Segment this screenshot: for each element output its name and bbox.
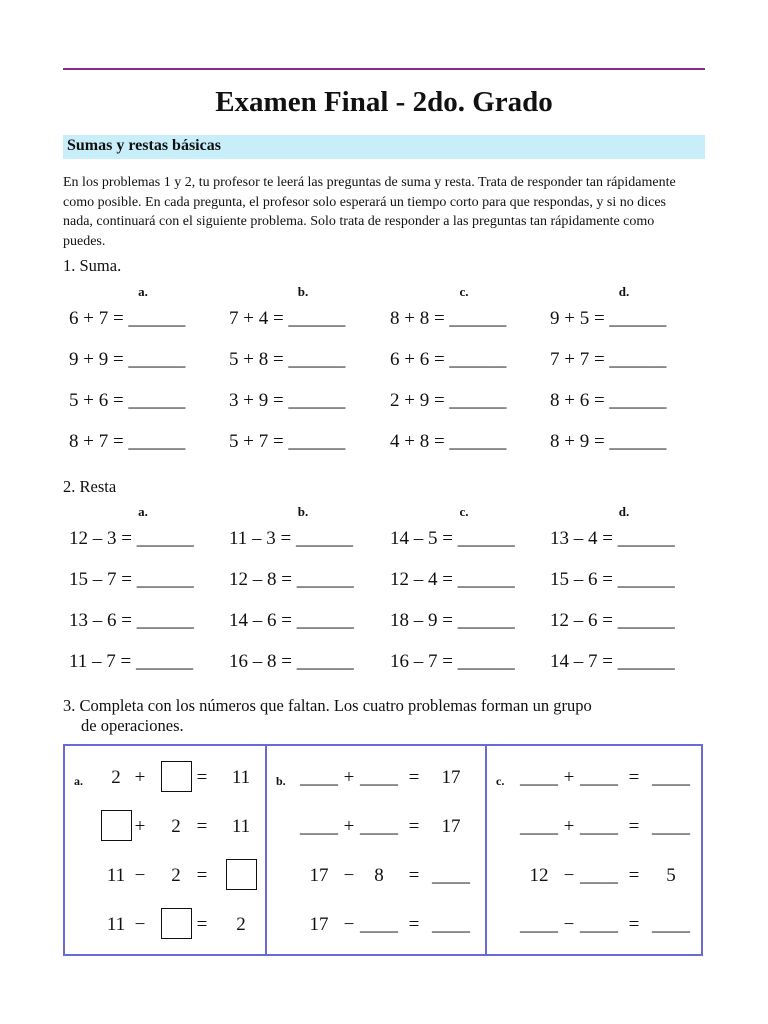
problem-cell[interactable]: 2 + 9 = ______ [390, 390, 507, 411]
equation-term: + [343, 767, 355, 788]
problem-cell[interactable]: 15 – 6 = ______ [550, 569, 675, 590]
section-header [63, 135, 705, 159]
equation-term: = [408, 816, 420, 837]
equation-term: + [134, 767, 146, 788]
equation-row [267, 761, 485, 795]
question-2-title: 2. Resta [63, 477, 117, 496]
equation-row [65, 761, 265, 795]
problem-cell[interactable]: 14 – 6 = ______ [229, 610, 354, 631]
question-1-title: 1. Suma. [63, 256, 122, 275]
equation-term: = [196, 767, 208, 788]
column-header: b. [297, 284, 309, 299]
equation-term: = [628, 914, 640, 935]
equation-row [487, 761, 703, 795]
equation-term: 2 [171, 816, 181, 837]
problem-cell[interactable]: 7 + 7 = ______ [550, 349, 667, 370]
fact-family-table [63, 744, 703, 956]
problem-row [63, 610, 705, 640]
equation-row [65, 810, 265, 844]
problem-cell[interactable]: 5 + 8 = ______ [229, 349, 346, 370]
answer-blank[interactable]: ____ [520, 767, 558, 788]
equation-term: − [563, 865, 575, 886]
column-header: c. [459, 284, 469, 299]
problem-cell[interactable]: 9 + 5 = ______ [550, 308, 667, 329]
question-3-title [63, 696, 592, 736]
answer-blank[interactable]: ____ [300, 816, 338, 837]
equation-term: = [408, 865, 420, 886]
equation-term: − [134, 914, 146, 935]
column-header: c. [459, 504, 469, 519]
column-header: d. [618, 284, 630, 299]
problem-cell[interactable]: 16 – 8 = ______ [229, 651, 354, 672]
column-header: d. [618, 504, 630, 519]
problem-cell[interactable]: 18 – 9 = ______ [390, 610, 515, 631]
column-header: a. [138, 504, 148, 519]
equation-term: 2 [171, 865, 181, 886]
equation-term: 11 [106, 914, 126, 935]
problem-cell[interactable]: 8 + 7 = ______ [69, 431, 186, 452]
answer-blank[interactable]: ____ [652, 767, 690, 788]
answer-box[interactable] [161, 908, 192, 939]
answer-blank[interactable]: ____ [520, 816, 558, 837]
answer-blank[interactable]: ____ [520, 914, 558, 935]
panel-label: a. [74, 774, 83, 788]
equation-term: 5 [666, 865, 676, 886]
equation-term: = [196, 914, 208, 935]
problem-row [63, 349, 705, 379]
panel-label: b. [276, 774, 286, 788]
equation-term: − [343, 865, 355, 886]
answer-blank[interactable]: ____ [652, 914, 690, 935]
fact-family-panel [487, 746, 703, 954]
problem-cell[interactable]: 11 – 3 = ______ [229, 528, 354, 549]
equation-term: 11 [231, 816, 251, 837]
header-rule [63, 68, 705, 70]
problem-cell[interactable]: 6 + 6 = ______ [390, 349, 507, 370]
problem-cell[interactable]: 12 – 8 = ______ [229, 569, 354, 590]
problem-cell[interactable]: 9 + 9 = ______ [69, 349, 186, 370]
equation-term: = [628, 816, 640, 837]
equation-term: − [563, 914, 575, 935]
equation-row [65, 908, 265, 942]
problem-row [63, 431, 705, 461]
equation-term: − [134, 865, 146, 886]
problem-cell[interactable]: 14 – 7 = ______ [550, 651, 675, 672]
equation-term: 17 [441, 816, 461, 837]
problem-cell[interactable]: 7 + 4 = ______ [229, 308, 346, 329]
equation-term: 17 [309, 865, 329, 886]
question-3-title-line2: de operaciones. [81, 716, 184, 735]
answer-blank[interactable]: ____ [360, 914, 398, 935]
problem-cell[interactable]: 6 + 7 = ______ [69, 308, 186, 329]
answer-blank[interactable]: ____ [432, 914, 470, 935]
equation-term: 2 [236, 914, 246, 935]
equation-term: + [563, 767, 575, 788]
problem-cell[interactable]: 13 – 4 = ______ [550, 528, 675, 549]
column-header: b. [297, 504, 309, 519]
answer-blank[interactable]: ____ [360, 816, 398, 837]
problem-cell[interactable]: 12 – 3 = ______ [69, 528, 194, 549]
equation-row [487, 810, 703, 844]
problem-cell[interactable]: 5 + 7 = ______ [229, 431, 346, 452]
column-header: a. [138, 284, 148, 299]
equation-term: + [343, 816, 355, 837]
problem-cell[interactable]: 3 + 9 = ______ [229, 390, 346, 411]
equation-term: + [134, 816, 146, 837]
answer-blank[interactable]: ____ [360, 767, 398, 788]
equation-term: = [628, 767, 640, 788]
problem-cell[interactable]: 8 + 6 = ______ [550, 390, 667, 411]
equation-row [487, 908, 703, 942]
equation-row [65, 859, 265, 893]
problem-cell[interactable]: 12 – 4 = ______ [390, 569, 515, 590]
problem-cell[interactable]: 8 + 9 = ______ [550, 431, 667, 452]
equation-term: 11 [106, 865, 126, 886]
equation-term: = [628, 865, 640, 886]
problem-cell[interactable]: 13 – 6 = ______ [69, 610, 194, 631]
problem-row [63, 569, 705, 599]
answer-blank[interactable]: ____ [652, 816, 690, 837]
equation-term: 11 [231, 767, 251, 788]
instructions: En los problemas 1 y 2, tu profesor te leerá las preguntas de suma y resta. Trata de responder tan rápidamente como posible. En cada pregunta, el profesor solo esperará un tiempo corto para que respondas, y si no dices nada, continuará con el siguiente problema. Solo trata de responder a las preguntas tan rápidamente como puedes. [63, 175, 676, 249]
equation-term: 12 [529, 865, 549, 886]
question-3-title-line1: 3. Completa con los números que faltan. Los cuatro problemas forman un grupo [63, 696, 592, 715]
equation-row [267, 810, 485, 844]
fact-family-panel [267, 746, 485, 954]
problem-row [63, 308, 705, 338]
equation-term: − [343, 914, 355, 935]
equation-row [487, 859, 703, 893]
problem-row [63, 390, 705, 420]
equation-row [267, 908, 485, 942]
problem-cell[interactable]: 8 + 8 = ______ [390, 308, 507, 329]
answer-blank[interactable]: ____ [580, 865, 618, 886]
panel-label: c. [496, 774, 505, 788]
answer-box[interactable] [226, 859, 257, 890]
section-title: Sumas y restas básicas [67, 137, 221, 154]
problem-row [63, 651, 705, 681]
problem-cell[interactable]: 14 – 5 = ______ [390, 528, 515, 549]
fact-family-panel [65, 746, 265, 954]
answer-blank[interactable]: ____ [432, 865, 470, 886]
answer-box[interactable] [161, 761, 192, 792]
equation-term: 8 [374, 865, 384, 886]
answer-blank[interactable]: ____ [580, 914, 618, 935]
problem-cell[interactable]: 12 – 6 = ______ [550, 610, 675, 631]
answer-blank[interactable]: ____ [580, 816, 618, 837]
equation-term: = [408, 767, 420, 788]
problem-cell[interactable]: 15 – 7 = ______ [69, 569, 194, 590]
equation-term: 17 [441, 767, 461, 788]
problem-row [63, 528, 705, 558]
equation-term: = [408, 914, 420, 935]
page-title: Examen Final - 2do. Grado [215, 86, 553, 118]
equation-term: 17 [309, 914, 329, 935]
problem-cell[interactable]: 5 + 6 = ______ [69, 390, 186, 411]
equation-row [267, 859, 485, 893]
equation-term: + [563, 816, 575, 837]
equation-term: 2 [111, 767, 121, 788]
equation-term: = [196, 816, 208, 837]
problem-cell[interactable]: 4 + 8 = ______ [390, 431, 507, 452]
answer-blank[interactable]: ____ [580, 767, 618, 788]
answer-blank[interactable]: ____ [300, 767, 338, 788]
equation-term: = [196, 865, 208, 886]
problem-cell[interactable]: 11 – 7 = ______ [69, 651, 194, 672]
answer-box[interactable] [101, 810, 132, 841]
problem-cell[interactable]: 16 – 7 = ______ [390, 651, 515, 672]
